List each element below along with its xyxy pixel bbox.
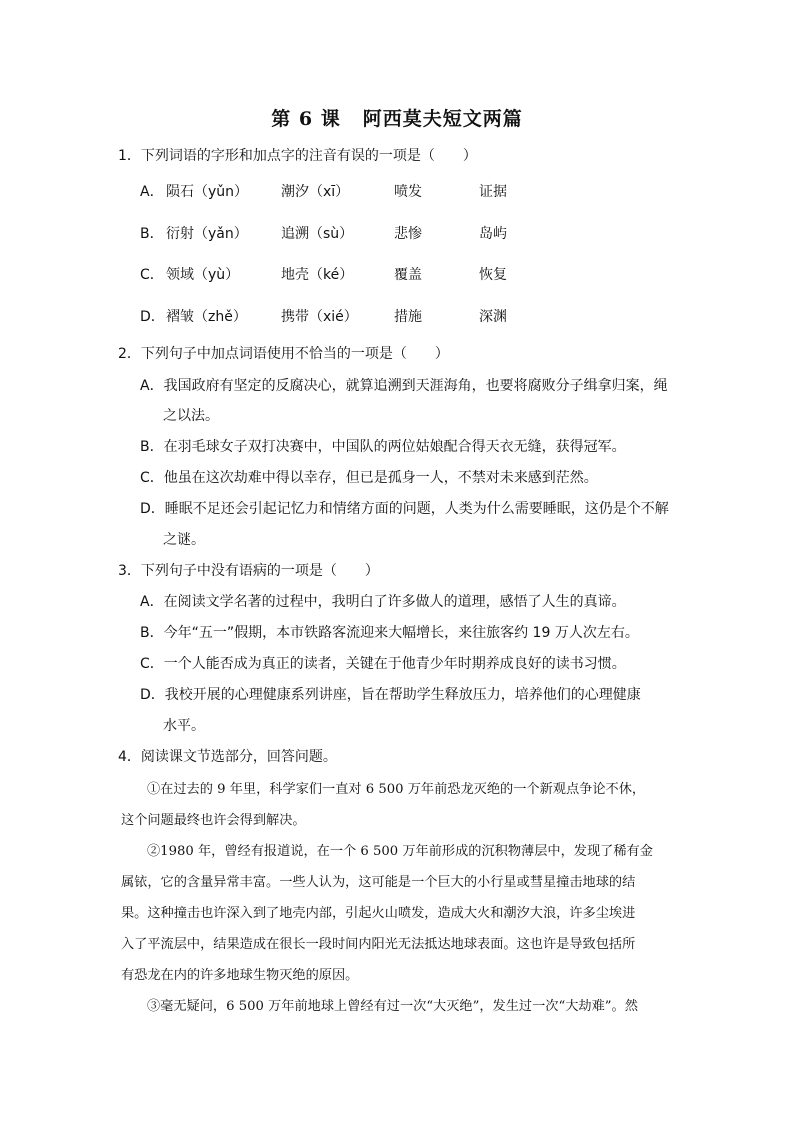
option-word: 领域（yù）	[166, 267, 240, 283]
option-word: 陨石（yǔn）	[166, 184, 249, 200]
option-label: A．	[140, 184, 164, 200]
passage-line: ②1980 年，曾经有报道说，在一个 6 500 万年前形成的沉积物薄层中，发现了稀有金	[147, 844, 653, 859]
option-word: 悲惨	[394, 226, 422, 242]
question-2-option-b: B．在羽毛球女子双打决赛中，中国队的两位姑娘配合得天衣无缝，获得冠军。	[140, 439, 626, 455]
question-2-stem: 2．下列句子中加点词语使用不恰当的一项是（ ）	[118, 346, 449, 362]
option-word: 深渊	[479, 309, 507, 325]
option-label: C．	[140, 267, 164, 283]
option-word: 覆盖	[394, 267, 422, 283]
option-word: 衍射（yǎn）	[166, 226, 248, 242]
option-word: 恢复	[479, 267, 507, 283]
option-word: 喷发	[394, 184, 422, 200]
question-2-option-a-continued: 之以法。	[163, 408, 219, 424]
option-word: 地壳（ké）	[281, 267, 354, 283]
question-3-option-d-continued: 水平。	[163, 718, 205, 734]
option-word: 携带（xié）	[281, 309, 358, 325]
question-1-stem: 1．下列词语的字形和加点字的注音有误的一项是（ ）	[118, 148, 477, 164]
question-3-option-d: D．我校开展的心理健康系列讲座，旨在帮助学生释放压力，培养他们的心理健康	[140, 687, 641, 703]
option-word: 潮汐（xī）	[281, 184, 350, 200]
question-3-option-c: C．一个人能否成为真正的读者，关键在于他青少年时期养成良好的读书习惯。	[140, 656, 626, 672]
option-word: 追溯（sù）	[281, 226, 354, 242]
question-3-option-b: B．今年“五一”假期，本市铁路客流迎来大幅增长，来往旅客约 19 万人次左右。	[140, 625, 639, 641]
question-4-stem: 4．阅读课文节选部分，回答问题。	[118, 749, 337, 765]
passage-line: 有恐龙在内的许多地球生物灭绝的原因。	[121, 968, 359, 983]
option-word: 岛屿	[479, 226, 507, 242]
passage-line: 果。这种撞击也许深入到了地壳内部，引起火山喷发，造成大火和潮汐大浪，许多尘埃进	[121, 906, 636, 921]
option-word: 证据	[479, 184, 507, 200]
lesson-number: 第 6 课	[271, 108, 341, 130]
passage-line: 入了平流层中，结果造成在很长一段时间内阳光无法抵达地球表面。这也许是导致包括所	[121, 937, 636, 952]
question-2-option-d: D．睡眠不足还会引起记忆力和情绪方面的问题，人类为什么需要睡眠，这仍是个不解	[140, 501, 669, 517]
question-3-stem: 3．下列句子中没有语病的一项是（ ）	[118, 563, 379, 579]
question-2-option-a: A．我国政府有坚定的反腐决心，就算追溯到天涯海角，也要将腐败分子缉拿归案，绳	[140, 378, 668, 394]
passage-line: ③毫无疑问，6 500 万年前地球上曾经有过一次“大灭绝”，发生过一次“大劫难”。然	[147, 999, 638, 1014]
passage-line: ①在过去的 9 年里，科学家们一直对 6 500 万年前恐龙灭绝的一个新观点争论不休，	[147, 782, 646, 797]
lesson-name: 阿西莫夫短文两篇	[362, 108, 523, 130]
page-title	[0, 104, 794, 131]
option-label: D．	[140, 309, 165, 325]
option-word: 措施	[394, 309, 422, 325]
option-label: B．	[140, 226, 164, 242]
passage-line: 这个问题最终也许会得到解决。	[121, 813, 306, 828]
passage-line: 属铱，它的含量异常丰富。一些人认为，这可能是一个巨大的小行星或彗星撞击地球的结	[121, 875, 636, 890]
question-3-option-a: A．在阅读文学名著的过程中，我明白了许多做人的道理，感悟了人生的真谛。	[140, 594, 626, 610]
question-2-option-c: C．他虽在这次劫难中得以幸存，但已是孤身一人，不禁对未来感到茫然。	[140, 470, 598, 486]
question-2-option-d-continued: 之谜。	[163, 532, 205, 548]
option-word: 褶皱（zhě）	[166, 309, 247, 325]
